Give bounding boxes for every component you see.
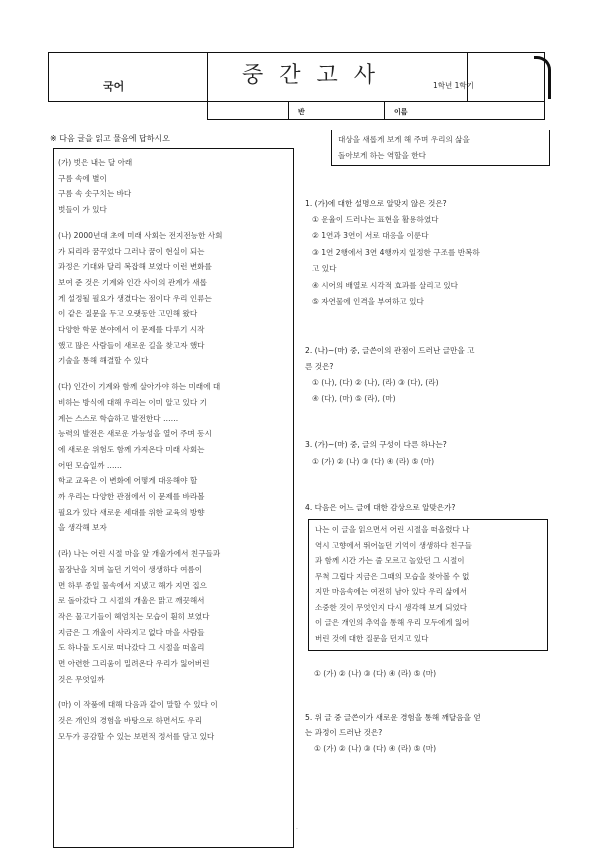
passage-line: 능력의 발전은 새로운 가능성을 열어 주며 동시: [58, 429, 212, 439]
passage-line: 면 아련한 그리움이 밀려온다 우리가 잃어버린: [58, 659, 210, 668]
question-4-passage-line: 버린 것에 대한 질문을 던지고 있다: [315, 633, 429, 643]
passage-line: 비하는 방식에 대해 우리는 이미 알고 있다 기: [58, 397, 207, 407]
question-1-option[interactable]: ⑤ 자연물에 인격을 부여하고 있다: [312, 297, 424, 306]
passage-line: 게 설정될 필요가 생겼다는 점이다 우리 인류는: [58, 293, 212, 303]
passage-line: 했고 많은 사람들이 새로운 길을 찾고자 했다: [58, 340, 205, 350]
question-4-passage-line: 무척 그립다 지금은 그때의 모습을 찾아볼 수 없: [315, 571, 470, 581]
passage-line: 면 하루 종일 물속에서 지냈고 해가 지면 집으: [58, 580, 207, 590]
question-3-stem: 3. (가)~(마) 중, 글의 구성이 다른 하나는?: [305, 440, 447, 449]
question-4-passage-line: 지만 마음속에는 여전히 남아 있다 우리 삶에서: [315, 587, 467, 596]
question-5-options[interactable]: ① (가) ② (나) ③ (다) ④ (라) ⑤ (마): [314, 744, 437, 753]
question-5-stem: 는 과정이 드러난 것은?: [305, 728, 383, 737]
question-1-option[interactable]: ④ 시어의 배열로 시각적 효과를 살리고 있다: [312, 281, 458, 290]
passage-continuation-line: 돌아보게 하는 역할을 한다: [338, 151, 426, 160]
question-4-passage-line: 나는 이 글을 읽으면서 어린 시절을 떠올렸다 나: [315, 525, 470, 534]
info-divider: [384, 102, 385, 119]
exam-title: 중간고사: [242, 63, 392, 88]
passage-line: (다) 인간이 기계와 함께 살아가야 하는 미래에 대: [58, 382, 221, 392]
question-4-passage-line: 이 글은 개인의 추억을 통해 우리 모두에게 잃어: [315, 618, 470, 627]
question-4-stem: 4. 다음은 어느 글에 대한 감상으로 알맞은가?: [305, 503, 456, 512]
session-label: 1학년 1학기: [433, 81, 474, 90]
question-1-option: 고 있다: [312, 264, 337, 273]
question-1-option[interactable]: ③ 1연 2행에서 3연 4행까지 일정한 구조를 반복하: [312, 248, 480, 257]
passage-line: 도 하나둘 도시로 떠나갔다 그 시절을 떠올리: [58, 643, 205, 653]
passage-line: 모두가 공감할 수 있는 보편적 정서를 담고 있다: [58, 731, 215, 741]
passage-line: 에 새로운 위험도 함께 가져온다 미래 사회는: [58, 444, 205, 454]
passage-line: 필요가 있다 새로운 세대를 위한 교육의 방향: [58, 507, 205, 517]
passage-line: 이 같은 질문을 두고 오랫동안 고민해 왔다: [58, 309, 198, 319]
question-2-stem: 2. (나)~(마) 중, 글쓴이의 관점이 드러난 글만을 고: [305, 346, 475, 355]
passage-line: 벗들이 가 있다: [58, 205, 107, 215]
question-2-option[interactable]: ① (나), (다) ② (나), (라) ③ (다), (라): [312, 378, 439, 387]
passage-line: 것은 무엇일까: [58, 674, 105, 684]
passage-line: 보여 준 것은 기계와 인간 사이의 관계가 새롭: [58, 277, 207, 287]
passage-line: 계는 스스로 학습하고 발전한다 ……: [58, 413, 179, 423]
name-label: 이름: [394, 108, 408, 116]
question-2-option[interactable]: ④ (다), (마) ⑤ (라), (마): [312, 394, 396, 403]
passage-line: 과정은 기대와 달리 복잡해 보였다 이런 변화를: [58, 262, 212, 272]
passage-line: 학교 교육은 이 변화에 어떻게 대응해야 할: [58, 476, 198, 486]
passage-line: (나) 2000년대 초에 미래 사회는 전지전능한 사회: [58, 230, 223, 240]
passage-line: 어떤 모습일까 ……: [58, 460, 123, 470]
class-label: 반: [298, 108, 305, 116]
page-curl-decoration: [534, 56, 551, 99]
passage-line: 지금은 그 개울이 사라지고 없다 마을 사람들: [58, 627, 205, 637]
student-info-row: [207, 102, 545, 120]
passage-line: 구름 속 솟구치는 바다: [58, 189, 132, 199]
question-1-option[interactable]: ② 1연과 3연이 서로 대응을 이룬다: [312, 231, 429, 240]
question-4-passage-line: 과 함께 시간 가는 줄 모르고 놀았던 그 시절이: [315, 556, 465, 565]
header-divider: [467, 53, 468, 101]
passage-line: 구름 속에 별이: [58, 173, 107, 183]
passage-line: 기술을 통해 해결할 수 있다: [58, 356, 149, 366]
question-3-options[interactable]: ① (가) ② (나) ③ (다) ④ (라) ⑤ (마): [312, 457, 435, 466]
passage-line: (마) 이 작품에 대해 다음과 같이 말할 수 있다 이: [58, 700, 218, 710]
question-4-passage-line: 소중한 것이 무엇인지 다시 생각해 보게 되었다: [315, 602, 467, 612]
question-2-stem: 른 것은?: [305, 362, 334, 371]
page-marker: ·: [296, 826, 298, 833]
question-4-options[interactable]: ① (가) ② (나) ③ (다) ④ (라) ⑤ (마): [314, 669, 437, 678]
passage-line: 작은 물고기들이 헤엄치는 모습이 훤히 보였다: [58, 611, 210, 621]
passage-line: 다양한 학문 분야에서 이 문제를 다루기 시작: [58, 325, 205, 334]
passage-line: 물장난을 치며 놀던 기억이 생생하다 여름이: [58, 564, 203, 574]
question-4-passage-line: 역시 고향에서 뛰어놀던 기억이 생생하다 친구들: [315, 540, 472, 550]
passage-line: 가 되리라 꿈꾸었다 그러나 꿈이 현실이 되는: [58, 246, 205, 256]
passage-line: 로 돌아갔다 그 시절의 개울은 맑고 깨끗해서: [58, 596, 205, 606]
passage-continuation-line: 대상을 새롭게 보게 해 주며 우리의 삶을: [338, 135, 470, 144]
passage-line: 것은 개인의 경험을 바탕으로 하면서도 우리: [58, 716, 203, 726]
passage-line: (가) 벗은 내는 달 아래: [58, 158, 133, 167]
instruction-text: ※ 다음 글을 읽고 물음에 답하시오: [50, 134, 170, 143]
subject-label: 국어: [103, 80, 125, 93]
header-divider: [207, 53, 208, 101]
question-1-stem: 1. (가)에 대한 설명으로 알맞지 않은 것은?: [305, 199, 447, 208]
question-1-option[interactable]: ① 운율이 드러나는 표현을 활용하였다: [312, 215, 439, 224]
question-5-stem: 5. 위 글 중 글쓴이가 새로운 경험을 통해 깨달음을 얻: [305, 713, 481, 722]
passage-line: 을 생각해 보자: [58, 523, 107, 533]
passage-line: 까 우리는 다양한 관점에서 이 문제를 바라볼: [58, 492, 205, 501]
passage-line: (라) 나는 어린 시절 마을 앞 개울가에서 친구들과: [58, 549, 221, 559]
info-divider: [288, 102, 289, 119]
